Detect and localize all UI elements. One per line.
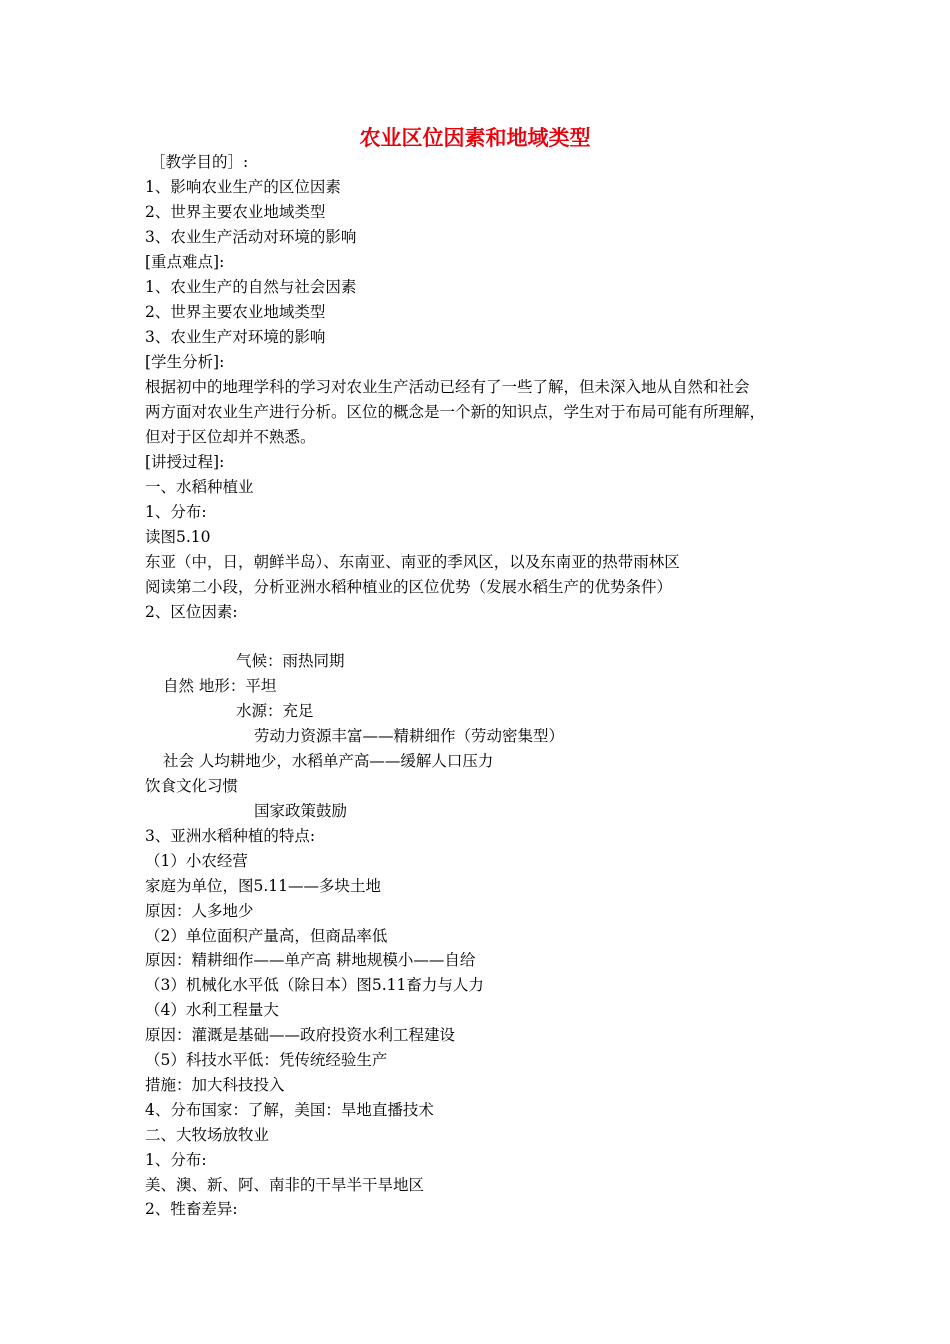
text-line: [学生分析]: [145,353,225,371]
text-line: 家庭为单位，图5.11——多块土地 [145,877,382,895]
text-line: ［教学目的］: [150,153,249,171]
text-line: 美、澳、新、阿、南非的干旱半干旱地区 [145,1176,425,1194]
text-line: 1、分布: [145,1151,207,1169]
text-line: 4、分布国家：了解，美国：旱地直播技术 [145,1101,434,1119]
text-line: 自然 地形：平坦 [163,677,277,695]
text-line: [讲授过程]: [145,453,225,471]
text-line: 3、农业生产对环境的影响 [145,328,326,346]
text-line: 2、世界主要农业地域类型 [145,203,326,221]
text-line: 饮食文化习惯 [145,777,239,795]
text-line: 1、影响农业生产的区位因素 [145,178,341,196]
text-line: 原因：人多地少 [145,902,254,920]
text-line: 原因：精耕细作——单产高 耕地规模小——自给 [145,951,476,969]
text-line: 2、区位因素: [145,603,238,621]
text-line: 读图5.10 [145,528,211,546]
text-line: 二、大牧场放牧业 [145,1126,270,1144]
text-line: 社会 人均耕地少，水稻单产高——缓解人口压力 [163,752,494,770]
text-line: 原因：灌溉是基础——政府投资水利工程建设 [145,1026,456,1044]
text-line: 国家政策鼓励 [254,802,348,820]
text-line: [重点难点]: [145,253,225,271]
text-line: （4）水利工程量大 [145,1001,279,1019]
text-line: 气候：雨热同期 [236,652,345,670]
text-line: （2）单位面积产量高，但商品率低 [145,927,388,945]
text-line: （1）小农经营 [145,852,248,870]
text-line: 1、农业生产的自然与社会因素 [145,278,357,296]
text-line: 水源：充足 [236,702,314,720]
text-line: 1、分布: [145,503,207,521]
text-line: （5）科技水平低：凭传统经验生产 [145,1051,388,1069]
text-line: 措施：加大科技投入 [145,1076,285,1094]
document-title: 农业区位因素和地域类型 [359,126,591,150]
text-line: 一、水稻种植业 [145,478,254,496]
text-line: 2、世界主要农业地域类型 [145,303,326,321]
text-line: 但对于区位却并不熟悉。 [145,428,316,446]
text-line: （3）机械化水平低（除日本）图5.11畜力与人力 [145,976,484,994]
text-line: 3、农业生产活动对环境的影响 [145,228,357,246]
text-line: 阅读第二小段，分析亚洲水稻种植业的区位优势（发展水稻生产的优势条件） [145,578,673,596]
text-line: 根据初中的地理学科的学习对农业生产活动已经有了一些了解，但未深入地从自然和社会 [145,378,750,396]
text-line: 劳动力资源丰富——精耕细作（劳动密集型） [254,727,565,745]
text-line: 3、亚洲水稻种植的特点: [145,827,316,845]
text-line: 东亚（中，日，朝鲜半岛）、东南亚、南亚的季风区，以及东南亚的热带雨林区 [145,553,680,571]
text-line: 两方面对农业生产进行分析。区位的概念是一个新的知识点，学生对于布局可能有所理解， [145,403,766,421]
text-line: 2、牲畜差异: [145,1200,238,1218]
